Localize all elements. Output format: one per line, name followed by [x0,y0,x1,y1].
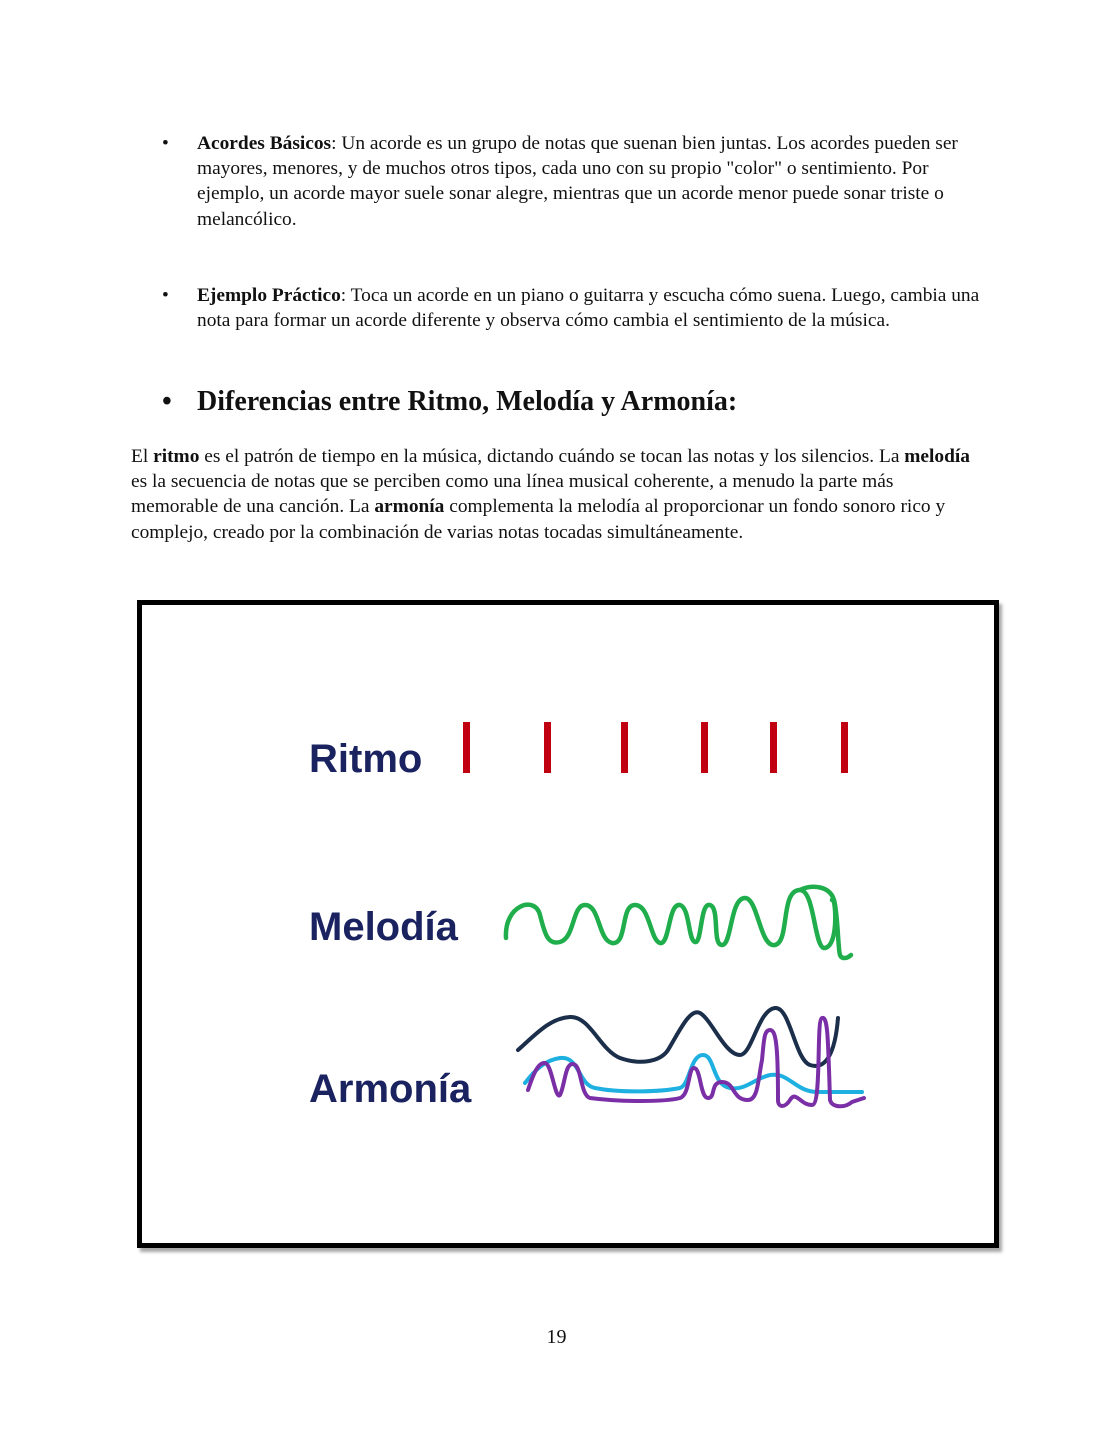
heading-bullet-dot: • [162,386,172,417]
rhythm-beat-bar [701,722,708,773]
label-armonia: Armonía [309,1067,472,1111]
para-text: complementa la melodía al proporcionar un fondo sonoro rico y complejo, creado por la combinación de varias notas tocadas simultáneamente. [131,496,946,543]
rhythm-beat-bar [463,722,470,773]
label-melodia: Melodía [309,905,458,949]
para-text: es el patrón de tiempo en la música, dictando cuándo se tocan las notas y los silencios. La [199,446,905,467]
bullet-body: : Toca un acorde en un piano o guitarra y escucha cómo suena. Luego, cambia una nota para formar un acorde diferente y observa cómo cambia el sentimiento de la música. [197,285,980,332]
bullet-term: Acordes Básicos [197,133,332,154]
rhythm-beat-bar [544,722,551,773]
term-melodia: melodía [904,446,970,467]
rhythm-beat-bar [621,722,628,773]
rhythm-beats [463,722,848,773]
page-number: 19 [546,1326,567,1348]
bullet-dot: • [162,133,169,154]
para-text: El [131,446,154,467]
label-ritmo: Ritmo [309,737,423,781]
term-armonia: armonía [374,496,445,518]
harmony-line-cyan [525,1055,862,1092]
bullet-body: : Un acorde es un grupo de notas que suenan bien juntas. Los acordes pueden ser mayores, menores, y de muchos otros tipos, cada uno con su propio "color" o sentimiento. Por ejemplo, un acorde mayor suele sonar alegre, mientras que un acorde menor puede sonar triste o melancólico. [197,133,958,230]
para-text: es la secuencia de notas que se perciben como una línea musical coherente, a menudo la parte más memorable de una canción. La [131,471,894,518]
bullet-dot: • [162,285,169,306]
bullet-term: Ejemplo Práctico [197,285,341,306]
rhythm-beat-bar [841,722,848,773]
melody-wave [506,890,835,948]
rhythm-beat-bar [770,722,777,773]
term-ritmo: ritmo [153,446,200,467]
heading-text: Diferencias entre Ritmo, Melodía y Armonía: [197,386,738,417]
